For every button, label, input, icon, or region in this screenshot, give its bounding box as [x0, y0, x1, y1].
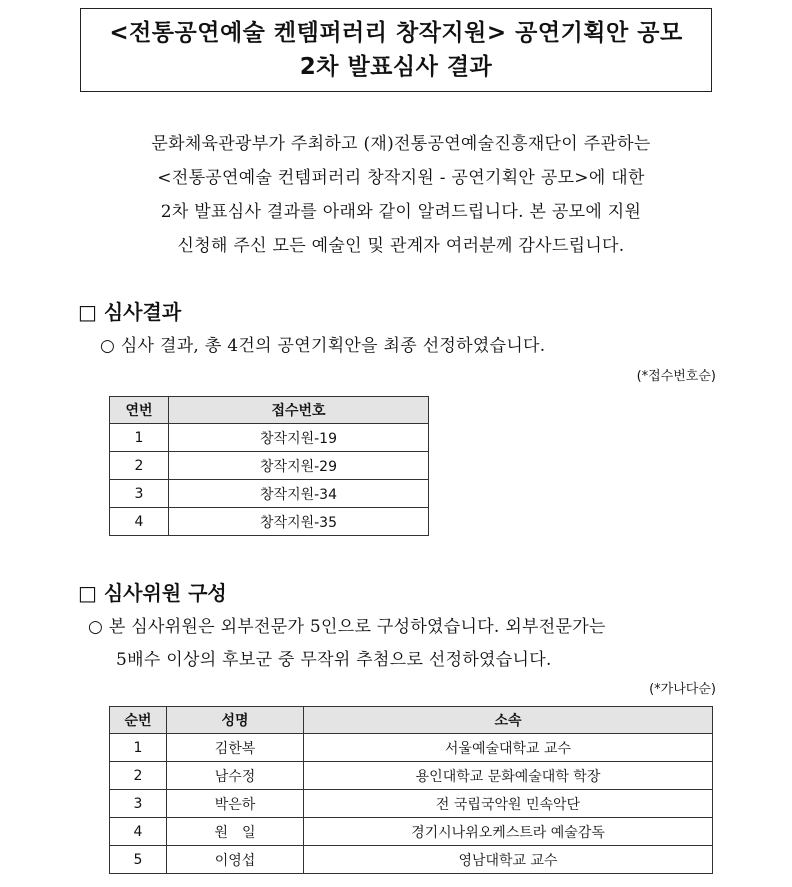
- cell-affiliation: 전 국립국악원 민속악단: [304, 790, 713, 818]
- table-row: [110, 452, 429, 480]
- cell-affiliation: 서울예술대학교 교수: [304, 734, 713, 762]
- cell-no: 3: [110, 480, 169, 508]
- intro-line: 문화체육관광부가 주최하고 (재)전통공연예술진흥재단이 주관하는: [151, 134, 651, 154]
- title-box: [80, 8, 712, 92]
- judges-bullet-line2: 5배수 이상의 후보군 중 무작위 추첨으로 선정하였습니다.: [116, 650, 552, 670]
- section-heading-judges: □ 심사위원 구성: [78, 581, 227, 605]
- section-heading-results: □ 심사결과: [78, 300, 182, 324]
- judges-sort-note: (*가나다순): [649, 682, 716, 697]
- cell-no: 2: [110, 452, 169, 480]
- results-sort-note: (*접수번호순): [636, 369, 716, 384]
- cell-affiliation: 영남대학교 교수: [304, 846, 713, 874]
- results-table: [109, 396, 429, 536]
- cell-receipt: 창작지원-34: [169, 480, 429, 508]
- results-bullet: ○ 심사 결과, 총 4건의 공연기획안을 최종 선정하였습니다.: [100, 336, 546, 356]
- table-header-row: [110, 397, 429, 424]
- cell-order: 2: [110, 762, 167, 790]
- cell-order: 5: [110, 846, 167, 874]
- table-row: [110, 734, 713, 762]
- cell-name: 김한복: [167, 734, 304, 762]
- col-header-name: 성명: [167, 707, 304, 734]
- table-row: [110, 818, 713, 846]
- cell-order: 3: [110, 790, 167, 818]
- judges-bullet-line1: ○ 본 심사위원은 외부전문가 5인으로 구성하였습니다. 외부전문가는: [88, 617, 606, 637]
- table-row: [110, 790, 713, 818]
- table-row: [110, 508, 429, 536]
- cell-no: 4: [110, 508, 169, 536]
- cell-receipt: 창작지원-35: [169, 508, 429, 536]
- col-header-affiliation: 소속: [304, 707, 713, 734]
- cell-no: 1: [110, 424, 169, 452]
- intro-paragraph: [96, 127, 706, 263]
- col-header-no: 연번: [110, 397, 169, 424]
- cell-affiliation: 용인대학교 문화예술대학 학장: [304, 762, 713, 790]
- table-row: [110, 424, 429, 452]
- cell-name: 이영섭: [167, 846, 304, 874]
- col-header-order: 순번: [110, 707, 167, 734]
- document-subtitle: 2차 발표심사 결과: [299, 54, 493, 80]
- cell-affiliation: 경기시나위오케스트라 예술감독: [304, 818, 713, 846]
- cell-order: 1: [110, 734, 167, 762]
- intro-line: 신청해 주신 모든 예술인 및 관계자 여러분께 감사드립니다.: [177, 236, 625, 256]
- col-header-receipt: 접수번호: [169, 397, 429, 424]
- table-row: [110, 846, 713, 874]
- intro-line: 2차 발표심사 결과를 아래와 같이 알려드립니다. 본 공모에 지원: [160, 202, 642, 222]
- judges-table: [109, 706, 713, 874]
- cell-name: 남수정: [167, 762, 304, 790]
- cell-receipt: 창작지원-29: [169, 452, 429, 480]
- intro-line: <전통공연예술 컨템퍼러리 창작지원 - 공연기획안 공모>에 대한: [157, 168, 645, 188]
- cell-receipt: 창작지원-19: [169, 424, 429, 452]
- document-title: <전통공연예술 켄템퍼러리 창작지원> 공연기획안 공모: [109, 20, 683, 46]
- cell-name: 원 일: [167, 818, 304, 846]
- table-row: [110, 762, 713, 790]
- table-row: [110, 480, 429, 508]
- table-header-row: [110, 707, 713, 734]
- cell-name: 박은하: [167, 790, 304, 818]
- cell-order: 4: [110, 818, 167, 846]
